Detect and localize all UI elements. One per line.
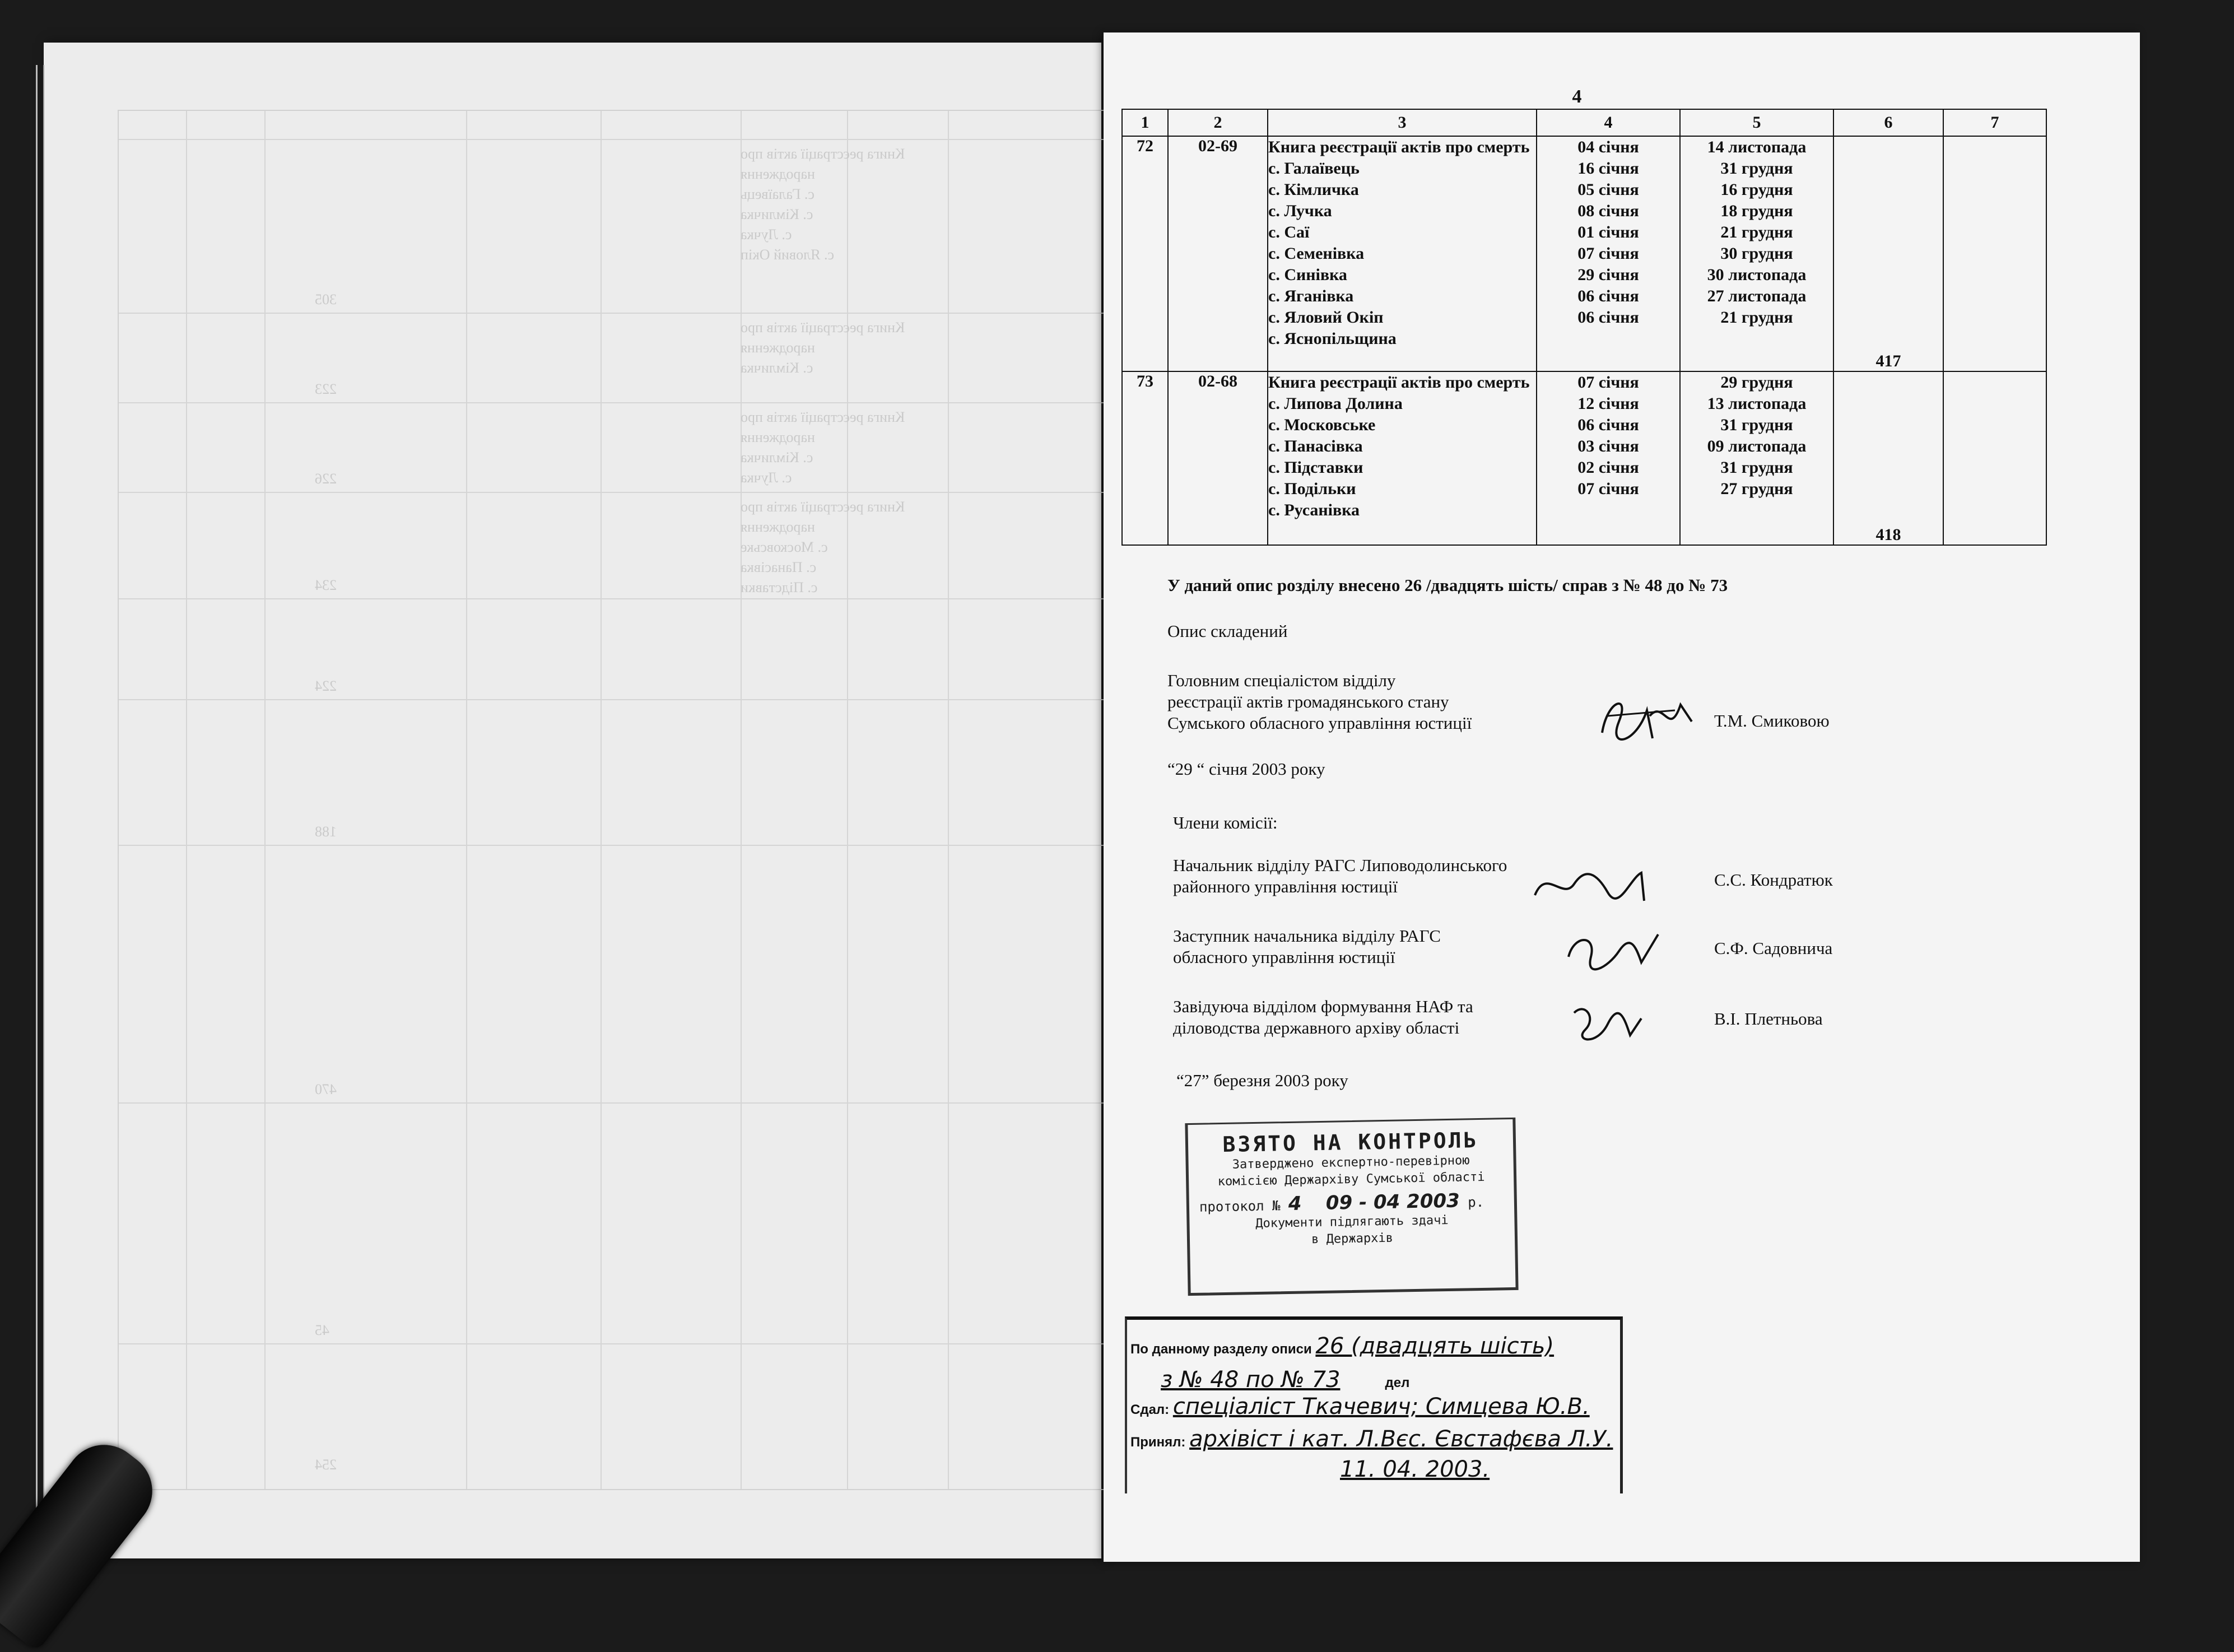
member-position bbox=[1173, 925, 1441, 968]
end-date: 31 грудня bbox=[1720, 416, 1793, 434]
protocol-label: протокол № bbox=[1199, 1198, 1281, 1215]
handed-label: Сдал: bbox=[1130, 1402, 1170, 1417]
ghost-text-12: с. Кімличка bbox=[741, 449, 813, 466]
header-col-4: 4 bbox=[1537, 109, 1680, 136]
start-date: 07 січня bbox=[1577, 480, 1639, 498]
village: с. Синівка bbox=[1268, 266, 1347, 284]
ghost-text-6: с. Яловий Окіп bbox=[741, 246, 835, 263]
page-number: 4 bbox=[1572, 86, 1582, 107]
village: с. Лучка bbox=[1268, 202, 1332, 220]
header-col-3: 3 bbox=[1268, 109, 1537, 136]
member-signature bbox=[1563, 929, 1664, 979]
start-date: 01 січня bbox=[1577, 223, 1639, 241]
ghost-text-8: народження bbox=[741, 339, 815, 356]
start-dates-cell bbox=[1537, 136, 1680, 371]
protocol-suffix: р. bbox=[1467, 1194, 1484, 1211]
ghost-value-1: 305 bbox=[315, 291, 337, 308]
row-index: 02-69 bbox=[1168, 136, 1268, 371]
village: с. Яснопільщина bbox=[1268, 329, 1397, 348]
end-date: 31 грудня bbox=[1720, 458, 1793, 477]
ghost-text-15: народження bbox=[741, 519, 815, 535]
compiler-position-line: Головним спеціалістом відділу bbox=[1167, 671, 1396, 690]
control-stamp-line: Затверджено експертно-перевірною bbox=[1232, 1153, 1470, 1172]
start-date: 06 січня bbox=[1577, 308, 1639, 327]
end-date: 21 грудня bbox=[1720, 223, 1793, 241]
row-title-cell bbox=[1268, 136, 1537, 371]
ghost-text-9: с. Кімличка bbox=[741, 360, 813, 376]
end-date: 30 листопада bbox=[1707, 266, 1807, 284]
member-position-line: районного управління юстиції bbox=[1173, 877, 1398, 896]
end-date: 18 грудня bbox=[1720, 202, 1793, 220]
member-position bbox=[1173, 855, 1507, 897]
member-position-line: Завідуюча відділом формування НАФ та bbox=[1173, 997, 1473, 1016]
start-date: 29 січня bbox=[1577, 266, 1639, 284]
row-notes bbox=[1943, 136, 2046, 371]
ghost-table bbox=[118, 110, 1106, 1490]
end-date: 09 листопада bbox=[1707, 437, 1807, 455]
acceptance-date: 11. 04. 2003. bbox=[1340, 1456, 1490, 1482]
control-stamp bbox=[1185, 1118, 1518, 1296]
summary-statement: У даний опис розділу внесено 26 /двадцять шість/ справ з № 48 до № 73 bbox=[1167, 575, 1728, 595]
village: с. Саї bbox=[1268, 223, 1310, 241]
header-col-5: 5 bbox=[1680, 109, 1833, 136]
member-signature bbox=[1529, 862, 1653, 912]
acceptance-stamp bbox=[1125, 1316, 1623, 1493]
acceptance-count: 26 (двадцять шість) bbox=[1315, 1333, 1555, 1359]
approval-date: “27” березня 2003 року bbox=[1176, 1071, 1348, 1090]
ghost-value-9: 254 bbox=[315, 1456, 337, 1473]
control-stamp-line: в Держархів bbox=[1311, 1231, 1394, 1247]
ghost-value-5: 224 bbox=[315, 678, 337, 694]
ghost-value-7: 470 bbox=[315, 1081, 337, 1097]
village: с. Подільки bbox=[1268, 480, 1356, 498]
village: с. Московське bbox=[1268, 416, 1376, 434]
table-row bbox=[1122, 136, 2046, 371]
left-page bbox=[44, 43, 1101, 1558]
row-pages: 418 bbox=[1833, 371, 1943, 545]
accepted-by: архівіст і кат. Л.Вєс. Євстафєва Л.У. bbox=[1189, 1426, 1613, 1452]
end-date: 29 грудня bbox=[1720, 373, 1793, 392]
ghost-text-1: Книга реєстрації актів про bbox=[741, 146, 905, 162]
member-name: С.С. Кондратюк bbox=[1714, 870, 1833, 890]
member-signature bbox=[1563, 996, 1653, 1052]
end-date: 21 грудня bbox=[1720, 308, 1793, 327]
row-title: Книга реєстрації актів про смерть bbox=[1268, 373, 1530, 392]
start-dates-cell bbox=[1537, 371, 1680, 545]
compiler-name: Т.М. Смиковою bbox=[1714, 711, 1830, 730]
ghost-text-5: с. Лучка bbox=[741, 226, 792, 243]
start-date: 05 січня bbox=[1577, 180, 1639, 199]
compiled-date: “29 “ січня 2003 року bbox=[1167, 759, 1325, 779]
row-pages: 417 bbox=[1833, 136, 1943, 371]
protocol-date: 09 - 04 2003 bbox=[1325, 1189, 1460, 1214]
member-position-line: обласного управління юстиції bbox=[1173, 947, 1395, 967]
header-col-2: 2 bbox=[1168, 109, 1268, 136]
member-name: С.Ф. Садовнича bbox=[1714, 938, 1833, 958]
ghost-text-17: с. Панасівка bbox=[741, 559, 817, 575]
start-date: 03 січня bbox=[1577, 437, 1639, 455]
acceptance-cases-label: дел bbox=[1385, 1375, 1410, 1390]
row-title: Книга реєстрації актів про смерть bbox=[1268, 138, 1530, 156]
start-date: 12 січня bbox=[1577, 394, 1639, 413]
header-col-6: 6 bbox=[1833, 109, 1943, 136]
ghost-text-4: с. Кімличка bbox=[741, 206, 813, 222]
table-row bbox=[1122, 371, 2046, 545]
village: с. Русанівка bbox=[1268, 501, 1360, 519]
ghost-text-16: с. Московське bbox=[741, 539, 828, 555]
compiled-label: Опис складений bbox=[1167, 621, 1288, 641]
ghost-value-3: 226 bbox=[315, 471, 337, 487]
member-position-line: Заступник начальника відділу РАГС bbox=[1173, 926, 1441, 946]
ghost-text-10: Книга реєстрації актів про bbox=[741, 409, 905, 425]
compiler-signature bbox=[1597, 688, 1697, 750]
village: с. Липова Долина bbox=[1268, 394, 1403, 413]
start-date: 02 січня bbox=[1577, 458, 1639, 477]
start-date: 07 січня bbox=[1577, 373, 1639, 392]
start-date: 06 січня bbox=[1577, 416, 1639, 434]
village: с. Панасівка bbox=[1268, 437, 1363, 455]
start-date: 08 січня bbox=[1577, 202, 1639, 220]
member-position bbox=[1173, 996, 1473, 1039]
ghost-text-11: народження bbox=[741, 429, 815, 445]
ghost-text-13: с. Лучка bbox=[741, 469, 792, 486]
control-stamp-line: Документи підлягають здачі bbox=[1255, 1213, 1449, 1231]
end-date: 27 грудня bbox=[1720, 480, 1793, 498]
ghost-text-2: народження bbox=[741, 166, 815, 182]
compiler-position-line: реєстрації актів громадянського стану bbox=[1167, 692, 1449, 711]
end-date: 30 грудня bbox=[1720, 244, 1793, 263]
row-index: 02-68 bbox=[1168, 371, 1268, 545]
ghost-text-18: с. Підставки bbox=[741, 579, 818, 595]
handed-by: спеціаліст Ткачевич; Симцева Ю.В. bbox=[1172, 1394, 1590, 1420]
header-col-1: 1 bbox=[1122, 109, 1168, 136]
acceptance-label: По данному разделу описи bbox=[1130, 1342, 1312, 1357]
village: с. Яловий Окіп bbox=[1268, 308, 1384, 327]
row-number: 72 bbox=[1122, 136, 1168, 371]
end-date: 27 листопада bbox=[1707, 287, 1807, 305]
village: с. Кімличка bbox=[1268, 180, 1359, 199]
end-date: 31 грудня bbox=[1720, 159, 1793, 178]
ghost-value-2: 223 bbox=[315, 381, 337, 397]
start-date: 07 січня bbox=[1577, 244, 1639, 263]
row-notes bbox=[1943, 371, 2046, 545]
row-title-cell bbox=[1268, 371, 1537, 545]
village: с. Яганівка bbox=[1268, 287, 1354, 305]
end-date: 14 листопада bbox=[1707, 138, 1807, 156]
control-stamp-title: ВЗЯТО НА КОНТРОЛЬ bbox=[1222, 1128, 1479, 1157]
acceptance-range: з № 48 по № 73 bbox=[1161, 1367, 1341, 1393]
row-number: 73 bbox=[1122, 371, 1168, 545]
inventory-table bbox=[1121, 109, 2047, 546]
member-position-line: Начальник відділу РАГС Липоводолинського bbox=[1173, 855, 1507, 875]
ghost-text-7: Книга реєстрації актів про bbox=[741, 319, 905, 336]
start-date: 04 січня bbox=[1577, 138, 1639, 156]
header-col-7: 7 bbox=[1943, 109, 2046, 136]
protocol-number: 4 bbox=[1288, 1192, 1302, 1215]
end-date: 16 грудня bbox=[1720, 180, 1793, 199]
village: с. Підставки bbox=[1268, 458, 1363, 477]
start-date: 16 січня bbox=[1577, 159, 1639, 178]
end-date: 13 листопада bbox=[1707, 394, 1807, 413]
ghost-text-3: с. Галаївець bbox=[741, 186, 815, 202]
village: с. Семенівка bbox=[1268, 244, 1365, 263]
control-stamp-line: комісією Держархіву Сумської області bbox=[1217, 1170, 1485, 1189]
member-name: В.І. Плетньова bbox=[1714, 1009, 1823, 1029]
member-position-line: діловодства державного архіву області bbox=[1173, 1018, 1460, 1037]
ghost-value-8: 45 bbox=[315, 1322, 329, 1338]
accepted-label: Принял: bbox=[1130, 1435, 1186, 1450]
compiler-position bbox=[1167, 670, 1472, 734]
ghost-text-14: Книга реєстрації актів про bbox=[741, 499, 905, 515]
table-header-row bbox=[1122, 109, 2046, 136]
commission-label: Члени комісії: bbox=[1173, 813, 1278, 832]
end-dates-cell bbox=[1680, 371, 1833, 545]
page-edges bbox=[36, 65, 44, 1555]
start-date: 06 січня bbox=[1577, 287, 1639, 305]
village: с. Галаївець bbox=[1268, 159, 1360, 178]
compiler-position-line: Сумського обласного управління юстиції bbox=[1167, 713, 1472, 733]
ghost-value-4: 234 bbox=[315, 577, 337, 593]
end-dates-cell bbox=[1680, 136, 1833, 371]
ghost-value-6: 188 bbox=[315, 823, 337, 840]
